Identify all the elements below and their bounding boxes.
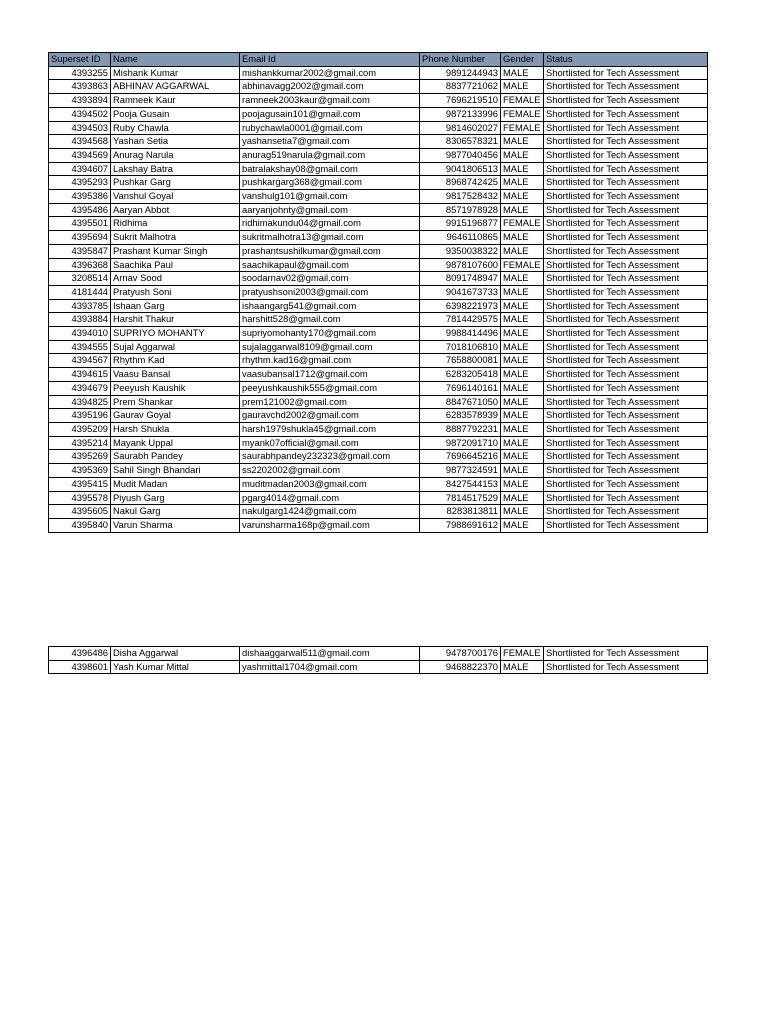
table-row (49, 244, 708, 258)
gender-cell: MALE (501, 285, 544, 299)
gender-cell: MALE (501, 505, 544, 519)
status-cell: Shortlisted for Tech Assessment (544, 94, 708, 108)
name-cell: Yash Kumar Mittal (111, 660, 240, 674)
superset-id-cell: 4394568 (49, 135, 111, 149)
table-row (49, 647, 708, 661)
name-cell: Disha Aggarwal (111, 647, 240, 661)
gender-cell: MALE (501, 190, 544, 204)
email-cell: saachikapaul@gmail.com (240, 258, 420, 272)
phone-cell: 7018106810 (420, 340, 501, 354)
name-cell: Harsh Shukla (111, 422, 240, 436)
status-cell: Shortlisted for Tech Assessment (544, 518, 708, 532)
phone-cell: 6283578939 (420, 409, 501, 423)
name-cell: Sukrit Malhotra (111, 231, 240, 245)
status-cell: Shortlisted for Tech Assessment (544, 660, 708, 674)
gender-cell: FEMALE (501, 647, 544, 661)
email-cell: rubychawla0001@gmail.com (240, 121, 420, 135)
phone-cell: 9878107600 (420, 258, 501, 272)
superset-id-cell: 4394615 (49, 368, 111, 382)
name-cell: Peeyush Kaushik (111, 381, 240, 395)
superset-id-cell: 4393894 (49, 94, 111, 108)
status-cell: Shortlisted for Tech Assessment (544, 477, 708, 491)
table-row (49, 135, 708, 149)
name-cell: Nakul Garg (111, 505, 240, 519)
superset-id-cell: 4393255 (49, 66, 111, 80)
name-cell: Yashan Setia (111, 135, 240, 149)
name-cell: Ramneek Kaur (111, 94, 240, 108)
superset-id-cell: 4395847 (49, 244, 111, 258)
phone-cell: 9468822370 (420, 660, 501, 674)
email-cell: ramneek2003kaur@gmail.com (240, 94, 420, 108)
gender-cell: MALE (501, 299, 544, 313)
superset-id-cell: 4393863 (49, 80, 111, 94)
superset-id-cell: 4393884 (49, 313, 111, 327)
status-cell: Shortlisted for Tech Assessment (544, 491, 708, 505)
status-cell: Shortlisted for Tech Assessment (544, 450, 708, 464)
status-cell: Shortlisted for Tech Assessment (544, 409, 708, 423)
name-cell: Mudit Madan (111, 477, 240, 491)
header-email-id: Email Id (240, 53, 420, 67)
gender-cell: FEMALE (501, 107, 544, 121)
name-cell: Saurabh Pandey (111, 450, 240, 464)
phone-cell: 9915196877 (420, 217, 501, 231)
gender-cell: MALE (501, 340, 544, 354)
gender-cell: MALE (501, 162, 544, 176)
email-cell: prem121002@gmail.com (240, 395, 420, 409)
gender-cell: MALE (501, 409, 544, 423)
superset-id-cell: 3208514 (49, 272, 111, 286)
table-row (49, 217, 708, 231)
table-row (49, 491, 708, 505)
phone-cell: 6398221973 (420, 299, 501, 313)
gender-cell: MALE (501, 450, 544, 464)
email-cell: pgarg4014@gmail.com (240, 491, 420, 505)
superset-id-cell: 4394567 (49, 354, 111, 368)
gender-cell: MALE (501, 660, 544, 674)
name-cell: Varun Sharma (111, 518, 240, 532)
email-cell: ishaangarg541@gmail.com (240, 299, 420, 313)
phone-cell: 7696219510 (420, 94, 501, 108)
status-cell: Shortlisted for Tech Assessment (544, 176, 708, 190)
name-cell: Sahil Singh Bhandari (111, 464, 240, 478)
status-cell: Shortlisted for Tech Assessment (544, 285, 708, 299)
status-cell: Shortlisted for Tech Assessment (544, 340, 708, 354)
name-cell: ABHINAV AGGARWAL (111, 80, 240, 94)
table-row (49, 505, 708, 519)
phone-cell: 9817528432 (420, 190, 501, 204)
email-cell: batralakshay08@gmail.com (240, 162, 420, 176)
email-cell: mishankkumar2002@gmail.com (240, 66, 420, 80)
gender-cell: FEMALE (501, 258, 544, 272)
superset-id-cell: 4395214 (49, 436, 111, 450)
name-cell: Prashant Kumar Singh (111, 244, 240, 258)
name-cell: Sujal Aggarwal (111, 340, 240, 354)
table-row (49, 231, 708, 245)
email-cell: pushkargarg368@gmail.com (240, 176, 420, 190)
phone-cell: 8968742425 (420, 176, 501, 190)
email-cell: anurag519narula@gmail.com (240, 148, 420, 162)
status-cell: Shortlisted for Tech Assessment (544, 244, 708, 258)
name-cell: Harshit Thakur (111, 313, 240, 327)
email-cell: poojagusain101@gmail.com (240, 107, 420, 121)
phone-cell: 8427544153 (420, 477, 501, 491)
table-row (49, 94, 708, 108)
gender-cell: MALE (501, 436, 544, 450)
status-cell: Shortlisted for Tech Assessment (544, 148, 708, 162)
email-cell: muditmadan2003@gmail.com (240, 477, 420, 491)
superset-id-cell: 4395369 (49, 464, 111, 478)
table-row (49, 148, 708, 162)
phone-cell: 9872091710 (420, 436, 501, 450)
phone-cell: 8571978928 (420, 203, 501, 217)
email-cell: varunsharma168p@gmail.com (240, 518, 420, 532)
email-cell: prashantsushilkumar@gmail.com (240, 244, 420, 258)
superset-id-cell: 4396368 (49, 258, 111, 272)
phone-cell: 7696645216 (420, 450, 501, 464)
superset-id-cell: 4394010 (49, 327, 111, 341)
table-row (49, 285, 708, 299)
superset-id-cell: 4394503 (49, 121, 111, 135)
table-row (49, 313, 708, 327)
superset-id-cell: 4395269 (49, 450, 111, 464)
table-row (49, 176, 708, 190)
superset-id-cell: 4395196 (49, 409, 111, 423)
superset-id-cell: 4398601 (49, 660, 111, 674)
status-cell: Shortlisted for Tech Assessment (544, 203, 708, 217)
gender-cell: MALE (501, 381, 544, 395)
name-cell: Ishaan Garg (111, 299, 240, 313)
table-row (49, 66, 708, 80)
name-cell: Mishank Kumar (111, 66, 240, 80)
gender-cell: MALE (501, 148, 544, 162)
email-cell: soodarnav02@gmail.com (240, 272, 420, 286)
email-cell: dishaaggarwal511@gmail.com (240, 647, 420, 661)
gender-cell: MALE (501, 395, 544, 409)
table-row (49, 190, 708, 204)
header-gender: Gender (501, 53, 544, 67)
status-cell: Shortlisted for Tech Assessment (544, 464, 708, 478)
table-row (49, 80, 708, 94)
gender-cell: MALE (501, 272, 544, 286)
gender-cell: MALE (501, 66, 544, 80)
phone-cell: 9814602027 (420, 121, 501, 135)
superset-id-cell: 4394502 (49, 107, 111, 121)
name-cell: Lakshay Batra (111, 162, 240, 176)
table-row (49, 107, 708, 121)
phone-cell: 8847671050 (420, 395, 501, 409)
phone-cell: 9041673733 (420, 285, 501, 299)
status-cell: Shortlisted for Tech Assessment (544, 66, 708, 80)
shortlist-table (48, 52, 708, 533)
gender-cell: MALE (501, 80, 544, 94)
phone-cell: 7658800081 (420, 354, 501, 368)
email-cell: pratyushsoni2003@gmail.com (240, 285, 420, 299)
table-row (49, 518, 708, 532)
phone-cell: 8283813811 (420, 505, 501, 519)
phone-cell: 9041806513 (420, 162, 501, 176)
name-cell: Pushkar Garg (111, 176, 240, 190)
name-cell: Mayank Uppal (111, 436, 240, 450)
header-status: Status (544, 53, 708, 67)
gender-cell: MALE (501, 491, 544, 505)
email-cell: peeyushkaushik555@gmail.com (240, 381, 420, 395)
phone-cell: 9988414496 (420, 327, 501, 341)
gender-cell: FEMALE (501, 217, 544, 231)
table-row (49, 203, 708, 217)
phone-cell: 9350038322 (420, 244, 501, 258)
name-cell: Arnav Sood (111, 272, 240, 286)
gender-cell: FEMALE (501, 121, 544, 135)
phone-cell: 6283205418 (420, 368, 501, 382)
table-row (49, 477, 708, 491)
email-cell: vaasubansal1712@gmail.com (240, 368, 420, 382)
name-cell: Pooja Gusain (111, 107, 240, 121)
phone-cell: 8091748947 (420, 272, 501, 286)
email-cell: sujalaggarwal8109@gmail.com (240, 340, 420, 354)
status-cell: Shortlisted for Tech Assessment (544, 190, 708, 204)
table-row (49, 327, 708, 341)
status-cell: Shortlisted for Tech Assessment (544, 422, 708, 436)
name-cell: Rhythm Kad (111, 354, 240, 368)
status-cell: Shortlisted for Tech Assessment (544, 80, 708, 94)
name-cell: Pratyush Soni (111, 285, 240, 299)
header-row (49, 53, 708, 67)
gender-cell: FEMALE (501, 94, 544, 108)
table-row (49, 409, 708, 423)
superset-id-cell: 4394569 (49, 148, 111, 162)
name-cell: Aaryan Abbot (111, 203, 240, 217)
table-row (49, 299, 708, 313)
header-name: Name (111, 53, 240, 67)
status-cell: Shortlisted for Tech Assessment (544, 505, 708, 519)
shortlist-table-extra (48, 646, 708, 674)
superset-id-cell: 4396486 (49, 647, 111, 661)
superset-id-cell: 4395578 (49, 491, 111, 505)
superset-id-cell: 4181444 (49, 285, 111, 299)
phone-cell: 8887792231 (420, 422, 501, 436)
superset-id-cell: 4395840 (49, 518, 111, 532)
table-row (49, 436, 708, 450)
email-cell: sukritmalhotra13@gmail.com (240, 231, 420, 245)
name-cell: Saachika Paul (111, 258, 240, 272)
email-cell: nakulgarg1424@gmail.com (240, 505, 420, 519)
email-cell: rhythm.kad16@gmail.com (240, 354, 420, 368)
gender-cell: MALE (501, 327, 544, 341)
gender-cell: MALE (501, 477, 544, 491)
email-cell: yashansetia7@gmail.com (240, 135, 420, 149)
superset-id-cell: 4394825 (49, 395, 111, 409)
email-cell: abhinavagg2002@gmail.com (240, 80, 420, 94)
superset-id-cell: 4395293 (49, 176, 111, 190)
status-cell: Shortlisted for Tech Assessment (544, 381, 708, 395)
status-cell: Shortlisted for Tech Assessment (544, 395, 708, 409)
email-cell: saurabhpandey232323@gmail.com (240, 450, 420, 464)
name-cell: Gaurav Goyal (111, 409, 240, 423)
email-cell: aaryanjohnty@gmail.com (240, 203, 420, 217)
gender-cell: MALE (501, 176, 544, 190)
superset-id-cell: 4395694 (49, 231, 111, 245)
email-cell: harshitt528@gmail.com (240, 313, 420, 327)
header-phone-number: Phone Number (420, 53, 501, 67)
name-cell: Ridhima (111, 217, 240, 231)
superset-id-cell: 4395605 (49, 505, 111, 519)
table-row (49, 368, 708, 382)
name-cell: Ruby Chawla (111, 121, 240, 135)
status-cell: Shortlisted for Tech Assessment (544, 299, 708, 313)
name-cell: Piyush Garg (111, 491, 240, 505)
table-row (49, 464, 708, 478)
gender-cell: MALE (501, 518, 544, 532)
status-cell: Shortlisted for Tech Assessment (544, 436, 708, 450)
name-cell: Anurag Narula (111, 148, 240, 162)
email-cell: yashmittal1704@gmail.com (240, 660, 420, 674)
status-cell: Shortlisted for Tech Assessment (544, 107, 708, 121)
status-cell: Shortlisted for Tech Assessment (544, 313, 708, 327)
phone-cell: 9646110865 (420, 231, 501, 245)
status-cell: Shortlisted for Tech Assessment (544, 121, 708, 135)
name-cell: Prem Shankar (111, 395, 240, 409)
gender-cell: MALE (501, 244, 544, 258)
table-row (49, 354, 708, 368)
superset-id-cell: 4395209 (49, 422, 111, 436)
superset-id-cell: 4395486 (49, 203, 111, 217)
superset-id-cell: 4395501 (49, 217, 111, 231)
gender-cell: MALE (501, 422, 544, 436)
gender-cell: MALE (501, 203, 544, 217)
email-cell: vanshulg101@gmail.com (240, 190, 420, 204)
gender-cell: MALE (501, 313, 544, 327)
superset-id-cell: 4395415 (49, 477, 111, 491)
status-cell: Shortlisted for Tech Assessment (544, 258, 708, 272)
table-row (49, 450, 708, 464)
name-cell: Vanshul Goyal (111, 190, 240, 204)
status-cell: Shortlisted for Tech Assessment (544, 272, 708, 286)
superset-id-cell: 4393785 (49, 299, 111, 313)
superset-id-cell: 4394555 (49, 340, 111, 354)
table-row (49, 395, 708, 409)
status-cell: Shortlisted for Tech Assessment (544, 354, 708, 368)
table-row (49, 162, 708, 176)
phone-cell: 7814429575 (420, 313, 501, 327)
gender-cell: MALE (501, 135, 544, 149)
email-cell: myank07official@gmail.com (240, 436, 420, 450)
gender-cell: MALE (501, 464, 544, 478)
table-row (49, 422, 708, 436)
phone-cell: 7814517529 (420, 491, 501, 505)
status-cell: Shortlisted for Tech Assessment (544, 231, 708, 245)
superset-id-cell: 4395386 (49, 190, 111, 204)
status-cell: Shortlisted for Tech Assessment (544, 135, 708, 149)
gender-cell: MALE (501, 231, 544, 245)
gender-cell: MALE (501, 354, 544, 368)
email-cell: supriyomohanty170@gmail.com (240, 327, 420, 341)
phone-cell: 9891244943 (420, 66, 501, 80)
phone-cell: 7988691612 (420, 518, 501, 532)
phone-cell: 9478700176 (420, 647, 501, 661)
gender-cell: MALE (501, 368, 544, 382)
phone-cell: 9872133996 (420, 107, 501, 121)
phone-cell: 8306578321 (420, 135, 501, 149)
email-cell: ridhimakundu04@gmail.com (240, 217, 420, 231)
superset-id-cell: 4394607 (49, 162, 111, 176)
status-cell: Shortlisted for Tech Assessment (544, 162, 708, 176)
name-cell: SUPRIYO MOHANTY (111, 327, 240, 341)
status-cell: Shortlisted for Tech Assessment (544, 647, 708, 661)
email-cell: ss2202002@gmail.com (240, 464, 420, 478)
header-superset-id: Superset ID (49, 53, 111, 67)
table-row (49, 272, 708, 286)
phone-cell: 9877324591 (420, 464, 501, 478)
table-row (49, 340, 708, 354)
status-cell: Shortlisted for Tech Assessment (544, 368, 708, 382)
status-cell: Shortlisted for Tech Assessment (544, 217, 708, 231)
superset-id-cell: 4394679 (49, 381, 111, 395)
email-cell: gauravchd2002@gmail.com (240, 409, 420, 423)
email-cell: harsh1979shukla45@gmail.com (240, 422, 420, 436)
table-row (49, 258, 708, 272)
phone-cell: 8837721062 (420, 80, 501, 94)
table-row (49, 121, 708, 135)
phone-cell: 9877040456 (420, 148, 501, 162)
name-cell: Vaasu Bansal (111, 368, 240, 382)
status-cell: Shortlisted for Tech Assessment (544, 327, 708, 341)
phone-cell: 7696140161 (420, 381, 501, 395)
table-row (49, 660, 708, 674)
table-row (49, 381, 708, 395)
